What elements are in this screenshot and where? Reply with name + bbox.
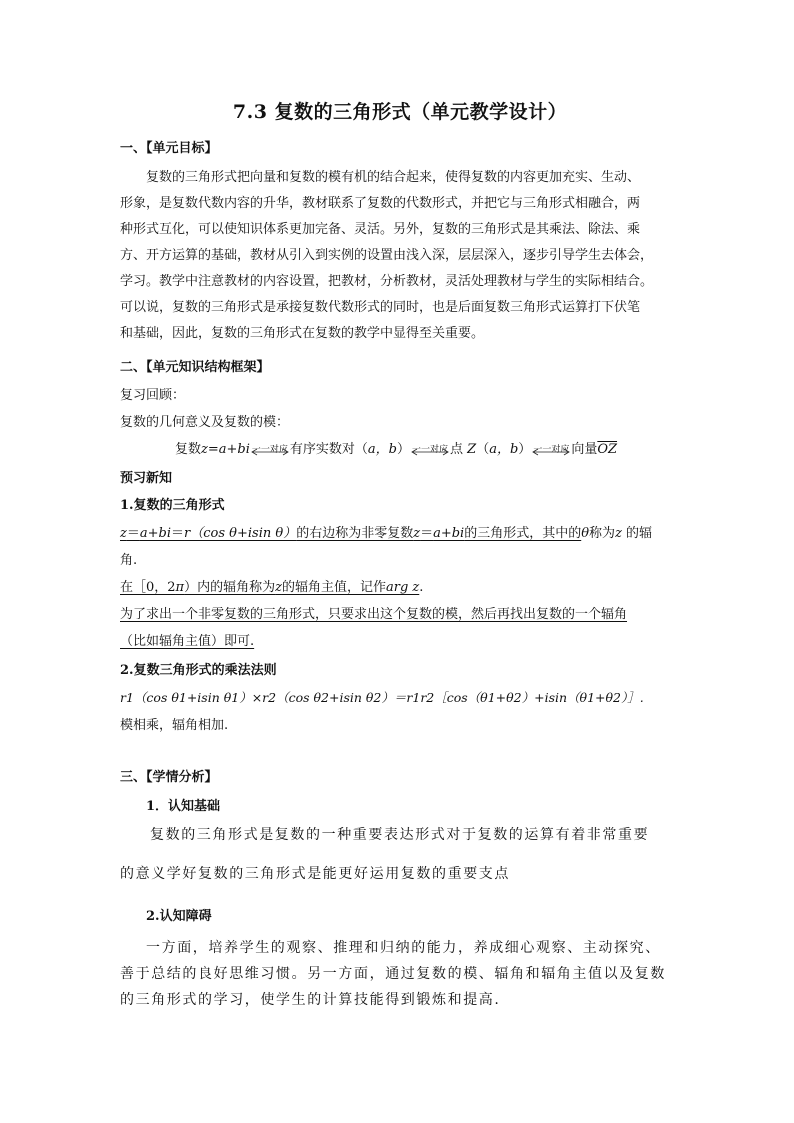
paragraph-line: 和基础，因此，复数的三角形式在复数的教学中显得至关重要。 [120, 326, 485, 341]
arrow-label: 一一对应 [412, 444, 449, 455]
review-label: 复习回顾： [120, 388, 186, 403]
paragraph-line: 形象，是复数代数内容的升华，教材联系了复数的代数形式，并把它与三角形式相融合，两 [120, 196, 641, 211]
formula-text: ） [518, 442, 532, 457]
formula-text: 点 [450, 442, 464, 457]
subheading-foundation: 1．认知基础 [146, 799, 221, 814]
arrow-label: 一一对应 [251, 444, 288, 455]
bijection-arrow [531, 443, 571, 457]
bijection-arrow [410, 443, 450, 457]
paragraph-line: 复数的三角形式是复数的一种重要表达形式对于复数的运算有着非常重要 [150, 827, 650, 843]
paragraph-line: 的意义学好复数的三角形式是能更好运用复数的重要支点 [120, 866, 510, 882]
paragraph-line: 为了求出一个非零复数的三角形式，只要求出这个复数的模，然后再找出复数的一个辐角 [120, 607, 628, 622]
preview-heading: 预习新知 [120, 471, 173, 486]
arrow-label: 一一对应 [533, 444, 570, 455]
trig-form-definition: z＝a+bi＝r（cos θ+isin θ）的右边称为非零复数z＝a+bi的三角形式，其中的θ称为z 的辐 [120, 526, 653, 541]
section-heading-framework: 二、【单元知识结构框架】 [120, 360, 270, 375]
formula-text: 向量 [571, 442, 598, 457]
formula-text: ） [396, 442, 410, 457]
paragraph-line: 种形式互化，可以使知识体系更加完备、灵活。另外，复数的三角形式是其乘法、除法、乘 [120, 222, 641, 237]
section-heading-goals: 一、【单元目标】 [120, 141, 218, 156]
multiplication-formula: r1（cos θ1+isin θ1）×r2（cos θ2+isin θ2）＝r1r2［cos（θ1+θ2）+isin（θ1+θ2）］. [120, 690, 644, 705]
subheading-trig-form: 1.复数的三角形式 [120, 498, 225, 513]
bijection-arrow [250, 443, 290, 457]
formula-vector: $\overline{OZ}$ [597, 442, 618, 457]
page-title: 7.3 复数的三角形式（单元教学设计） [232, 101, 568, 123]
paragraph-line: 方、开方运算的基础，教材从引入到实例的设置由浅入深，层层深入，逐步引导学生去体会， [120, 248, 654, 263]
formula-text: 有序实数对（ [289, 442, 368, 457]
paragraph-line [120, 630, 680, 649]
formula-point: Z [467, 442, 477, 457]
formula-ab: a，b [489, 442, 519, 457]
paragraph-line: 角. [120, 553, 138, 568]
principal-argument-line: 在［0，2π）内的辐角称为z的辐角主值，记作arg z. [120, 580, 424, 595]
formula-z: z=a+bi [201, 442, 250, 457]
subheading-obstacles: 2.认知障碍 [146, 909, 212, 924]
paragraph-line: 复数的三角形式把向量和复数的模有机的结合起来，使得复数的内容更加充实、生动、 [146, 170, 641, 185]
subheading-multiplication: 2.复数三角形式的乘法法则 [120, 663, 277, 678]
formula-text: 复数 [175, 442, 202, 457]
geometric-meaning-label: 复数的几何意义及复数的模： [120, 415, 290, 430]
underlined-text: （比如辐角主值）即可. [120, 634, 255, 649]
formula-text: （ [476, 442, 490, 457]
paragraph-line: 可以说，复数的三角形式是承接复数代数形式的同时，也是后面复数三角形式运算打下伏笔 [120, 300, 641, 315]
multiplication-note: 模相乘，辐角相加. [120, 718, 229, 733]
section-heading-analysis: 三、【学情分析】 [120, 770, 218, 785]
formula-ab: a，b [367, 442, 397, 457]
paragraph-line: 的三角形式的学习，使学生的计算技能得到锻炼和提高. [120, 992, 501, 1008]
correspondence-formula [175, 438, 617, 457]
paragraph-line: 学习。教学中注意教材的内容设置，把教材，分析教材，灵活处理教材与学生的实际相结合。 [120, 274, 654, 289]
paragraph-line: 一方面，培养学生的观察、推理和归纳的能力，养成细心观察、主动探究、 [146, 940, 661, 956]
paragraph-line: 善于总结的良好思维习惯。另一方面，通过复数的模、辐角和辐角主值以及复数 [120, 966, 666, 982]
